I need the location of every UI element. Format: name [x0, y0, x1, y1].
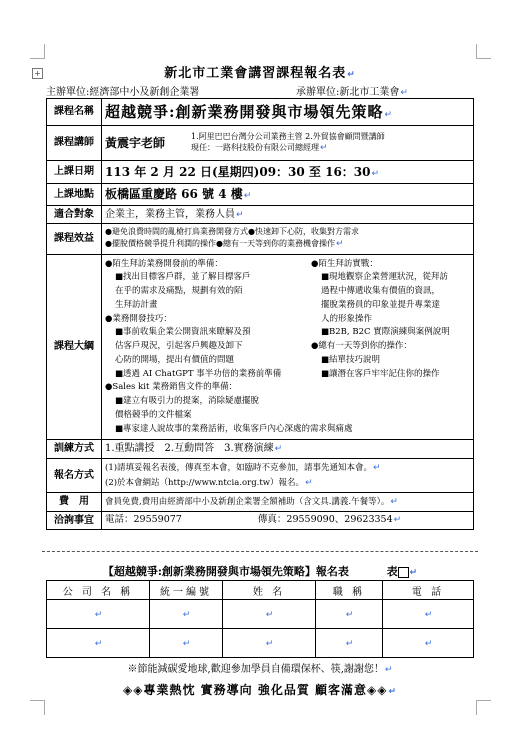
- input-phone-1[interactable]: ↵: [383, 600, 474, 629]
- method-value: 1.重點講授 2.互動問答 3.實務演練: [105, 443, 274, 455]
- outline-right-line: ■結單技巧說明: [321, 354, 381, 365]
- outline-bottom-line: ■建立有吸引力的提案，消除疑慮擺脫: [115, 396, 260, 407]
- benefit-line-2: ●擺脫價格競爭提升利潤的操作●總有一天等到你的業務機會操作↵: [105, 239, 344, 249]
- row-target: [47, 205, 474, 224]
- course-name: 超越競爭:創新業務開發與市場領先策略: [105, 102, 384, 121]
- form-entry-row: [47, 600, 474, 629]
- fee-label: 費 用: [47, 493, 102, 512]
- target-label: 適合對象: [47, 205, 102, 224]
- row-outline: [47, 254, 474, 440]
- date-value: 113 年 2 月 22 日(星期四)09：30 至 16：30: [105, 164, 371, 179]
- fee-cell[interactable]: 會員免費,費用由經濟部中小及新創企業署全額補助（含文具.講義.午餐等）。↵: [102, 493, 474, 512]
- page-title: 新北市工業會講習課程報名表↵: [164, 66, 356, 81]
- input-title-2[interactable]: ↵: [316, 629, 383, 658]
- outline-right-line: ●陌生拜訪實戰：: [311, 258, 378, 269]
- contact-tel: 電話：29559077: [105, 513, 182, 525]
- outline-bottom-line: 價格競爭的文件檔案: [115, 409, 192, 420]
- target-value: 企業主，業務主管，業務人員: [105, 208, 235, 220]
- row-contact: [47, 511, 474, 530]
- teacher-bio-2: 現任：一路科技股份有限公司總經理↵: [191, 143, 328, 154]
- place-cell[interactable]: 板橋區重慶路 66 號 4 樓↵: [102, 184, 474, 206]
- date-cell[interactable]: 113 年 2 月 22 日(星期四)09：30 至 16：30↵: [102, 161, 474, 184]
- place-value: 板橋區重慶路 66 號 4 樓: [105, 187, 243, 201]
- row-method: [47, 440, 474, 459]
- outline-label: 課程大綱: [47, 254, 102, 440]
- benefit-cell[interactable]: [102, 224, 474, 255]
- crop-mark-top-right: [476, 44, 491, 59]
- crop-mark-bottom-right: [476, 700, 491, 715]
- place-label: 上課地點: [47, 184, 102, 206]
- teacher-bio-1: 1.阿里巴巴台灣分公司業務主管 2.外貿協會顧問暨講師: [191, 132, 385, 142]
- outline-right-column: [305, 258, 470, 382]
- form-checkbox[interactable]: [398, 567, 409, 578]
- header-tax-id: 統一編號: [150, 581, 223, 600]
- contact-label: 洽詢事宜: [47, 511, 102, 530]
- method-label: 訓練方式: [47, 440, 102, 459]
- input-phone-2[interactable]: ↵: [383, 629, 474, 658]
- crop-mark-bottom-left: [30, 700, 45, 715]
- crop-mark-top-left: [30, 44, 45, 59]
- outline-right-line: 擺脫業務員的印象並提升專業達: [321, 299, 441, 310]
- table-move-handle-icon[interactable]: +: [32, 68, 43, 79]
- signup-line-1: (1)請填妥報名表後，傳真至本會，如臨時不克參加，請事先通知本會。↵: [105, 462, 381, 473]
- row-date: [47, 161, 474, 184]
- organizer-line: 主辦單位:經濟部中小及新創企業署 承辦單位:新北市工業會↵: [46, 87, 408, 98]
- input-title-1[interactable]: ↵: [316, 600, 383, 629]
- header-company: 公 司 名 稱: [47, 581, 150, 600]
- method-cell[interactable]: 1.重點講授 2.互動問答 3.實務演練↵: [102, 440, 474, 459]
- outline-cell[interactable]: [102, 254, 474, 440]
- signup-cell[interactable]: [102, 458, 474, 492]
- outline-left-column: [105, 258, 305, 382]
- outline-right-line: ●總有一天等到你的操作：: [311, 341, 412, 352]
- input-name-2[interactable]: ↵: [223, 629, 316, 658]
- row-signup: [47, 458, 474, 492]
- teacher-label: 課程講師: [47, 126, 102, 161]
- outline-right-line: ■現地觀察企業營運狀況，從拜訪: [321, 272, 449, 283]
- form-entry-row: [47, 629, 474, 658]
- executor-text: 承辦單位:新北市工業會: [296, 87, 400, 98]
- benefit-line-1: ●避免浪費時間的亂槍打鳥業務開發方式●快速卸下心防，收集對方需求: [105, 227, 359, 236]
- input-name-1[interactable]: ↵: [223, 600, 316, 629]
- outline-bottom-line: ■專家達人說故事的業務話術，收集客戶內心深處的需求與痛處: [115, 423, 353, 434]
- target-cell[interactable]: 企業主，業務主管，業務人員↵: [102, 205, 474, 224]
- row-fee: [47, 493, 474, 512]
- outline-right-line: ■讓潛在客戶牢牢記住你的操作: [321, 368, 440, 379]
- outline-left-line: 估客戶現況，引起客戶興趣及卸下: [115, 341, 243, 352]
- outline-left-line: ●業務開發技巧：: [105, 313, 172, 324]
- outline-bottom-line: ●Sales kit 業務銷售文件的準備：: [105, 382, 238, 393]
- date-label: 上課日期: [47, 161, 102, 184]
- cut-line: [42, 551, 478, 552]
- outline-right-line: ■B2B, B2C 實際演練與案例說明: [321, 327, 450, 338]
- outline-left-line: 心防的開場，提出有價值的問題: [115, 354, 235, 365]
- outline-left-line: 在乎的需求及痛點，規劃有效的陌: [115, 286, 243, 297]
- course-name-cell[interactable]: 超越競爭:創新業務開發與市場領先策略↵: [102, 99, 474, 126]
- row-teacher: [47, 126, 474, 161]
- outline-left-line: ■事前收集企業公開資訊來瞭解及預: [115, 327, 251, 338]
- input-tax-id-1[interactable]: ↵: [150, 600, 223, 629]
- input-tax-id-2[interactable]: ↵: [150, 629, 223, 658]
- organizer-text: 主辦單位:經濟部中小及新創企業署: [46, 87, 200, 98]
- teacher-cell[interactable]: [102, 126, 474, 161]
- header-phone: 電 話: [383, 581, 474, 600]
- benefit-label: 課程效益: [47, 224, 102, 255]
- fee-value: 會員免費,費用由經濟部中小及新創企業署全額補助（含文具.講義.午餐等）。: [105, 496, 390, 507]
- outline-left-line: ■找出目標客戶群，並了解目標客戶: [115, 272, 251, 283]
- outline-left-line: ●陌生拜訪業務開發前的準備：: [105, 258, 223, 269]
- contact-fax: 傳真：29559090、29623354: [257, 513, 393, 525]
- outline-left-line: ■透過 AI ChatGPT 事半功倍的業務前準備: [115, 368, 282, 379]
- input-company-2[interactable]: ↵: [47, 629, 150, 658]
- slogan: ◈◈專業熱忱 實務導向 強化品質 顧客滿意◈◈↵: [123, 683, 397, 697]
- signup-line-2: (2)於本會網站（http://www.ntcia.org.tw）報名。↵: [105, 477, 313, 488]
- outline-left-line: 生拜訪計畫: [115, 299, 158, 310]
- course-label: 課程名稱: [47, 99, 102, 126]
- form-header-row: [47, 581, 474, 600]
- form-title: 【超越競爭:創新業務開發與市場領先策略】報名表 表 ↵: [102, 565, 418, 578]
- registration-form-table: [46, 580, 474, 658]
- row-benefit: [47, 224, 474, 255]
- header-title: 職 稱: [316, 581, 383, 600]
- signup-label: 報名方式: [47, 458, 102, 492]
- input-company-1[interactable]: ↵: [47, 600, 150, 629]
- row-course-name: [47, 99, 474, 126]
- teacher-name: 黃震宇老師: [105, 135, 166, 150]
- course-info-table: [46, 98, 474, 530]
- outline-bottom-section: [105, 381, 470, 436]
- outline-right-line: 人的形象操作: [321, 313, 373, 324]
- outline-right-line: 過程中傳遞收集有價值的資訊，: [321, 286, 441, 297]
- eco-note: ※節能減碳愛地球,歡迎參加學員自備環保杯、筷,謝謝您！↵: [127, 664, 393, 675]
- header-name: 姓 名: [223, 581, 316, 600]
- contact-cell[interactable]: 電話：29559077 傳真：29559090、29623354↵: [102, 511, 474, 530]
- row-place: [47, 184, 474, 206]
